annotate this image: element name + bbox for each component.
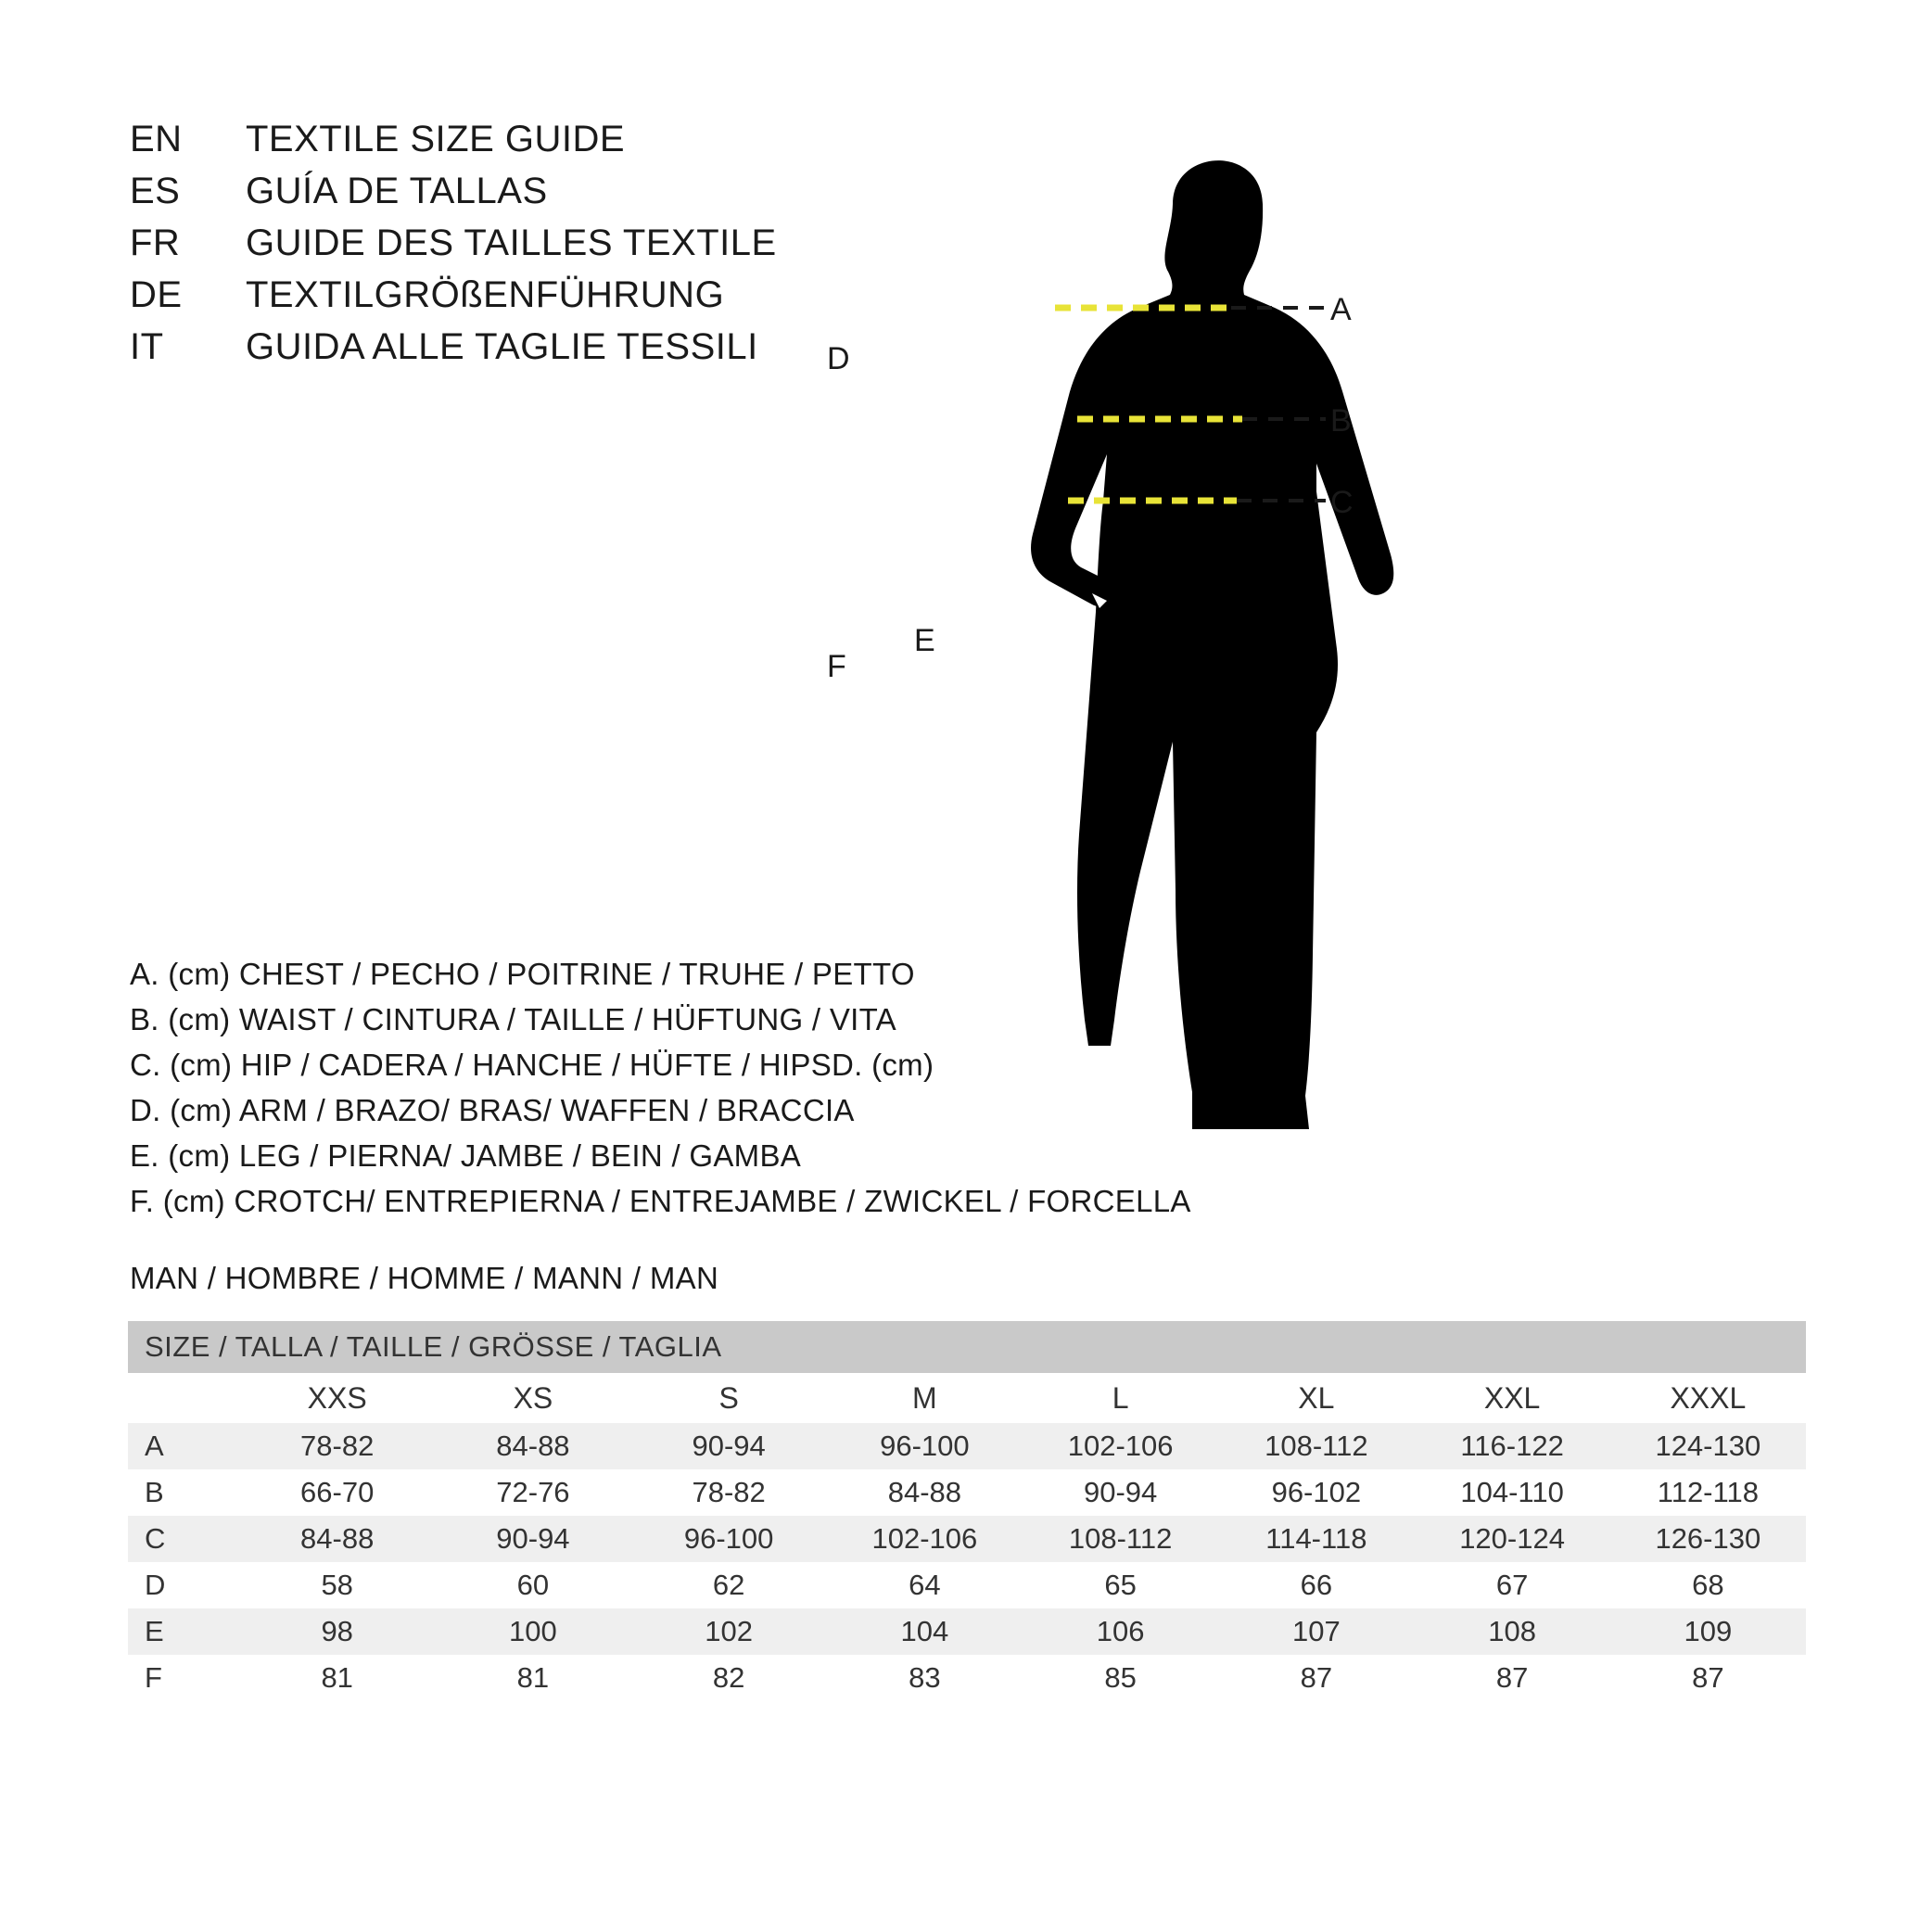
label-f: F [827,649,846,684]
column-header-xs: XS [435,1373,630,1423]
cell-e-xl: 107 [1218,1608,1414,1655]
cell-b-xl: 96-102 [1218,1469,1414,1516]
figure-diagram [827,93,1826,1205]
cell-d-l: 65 [1023,1562,1218,1608]
cell-b-s: 78-82 [631,1469,827,1516]
title-row [130,326,777,378]
cell-d-xxxl: 68 [1610,1562,1806,1608]
cell-a-xs: 84-88 [435,1423,630,1469]
title-lang-en: EN [130,119,183,159]
label-a: A [1330,292,1352,327]
title-text-de: TEXTILGRÖßENFÜHRUNG [246,274,725,315]
title-lang-de: DE [130,274,183,315]
cell-c-xl: 114-118 [1218,1516,1414,1562]
table-row [128,1655,1806,1701]
cell-f-xxl: 87 [1414,1655,1609,1701]
table-row [128,1469,1806,1516]
cell-a-xxxl: 124-130 [1610,1423,1806,1469]
table-header-label: SIZE / TALLA / TAILLE / GRÖSSE / TAGLIA [128,1321,1806,1373]
cell-d-xxl: 67 [1414,1562,1609,1608]
row-key-a: A [128,1423,239,1469]
cell-f-xxs: 81 [239,1655,435,1701]
column-header-xxs: XXS [239,1373,435,1423]
title-block [130,119,777,378]
table-sizes-row [128,1373,1806,1423]
row-key-e: E [128,1608,239,1655]
legend-item-f: F. (cm) CROTCH/ ENTREPIERNA / ENTREJAMBE / ZWICKEL / FORCELLA [130,1184,1191,1218]
legend-item-e: E. (cm) LEG / PIERNA/ JAMBE / BEIN / GAMBA [130,1138,802,1173]
cell-c-xxxl: 126-130 [1610,1516,1806,1562]
cell-f-l: 85 [1023,1655,1218,1701]
cell-e-xxs: 98 [239,1608,435,1655]
row-key-f: F [128,1655,239,1701]
legend-item-a: A. (cm) CHEST / PECHO / POITRINE / TRUHE / PETTO [130,957,915,991]
cell-a-xl: 108-112 [1218,1423,1414,1469]
cell-b-m: 84-88 [827,1469,1023,1516]
title-text-fr: GUIDE DES TAILLES TEXTILE [246,222,777,263]
column-header-s: S [631,1373,827,1423]
cell-d-xxs: 58 [239,1562,435,1608]
title-text-en: TEXTILE SIZE GUIDE [246,119,626,159]
cell-d-xl: 66 [1218,1562,1414,1608]
legend-item-d: D. (cm) ARM / BRAZO/ BRAS/ WAFFEN / BRACCIA [130,1093,855,1127]
cell-a-l: 102-106 [1023,1423,1218,1469]
table-header-row [128,1321,1806,1373]
cell-f-m: 83 [827,1655,1023,1701]
legend-item-b: B. (cm) WAIST / CINTURA / TAILLE / HÜFTUNG / VITA [130,1002,896,1036]
man-silhouette-icon [1010,93,1826,1205]
legend-item-c: C. (cm) HIP / CADERA / HANCHE / HÜFTE / HIPSD. (cm) [130,1048,934,1082]
title-row [130,119,777,171]
cell-b-l: 90-94 [1023,1469,1218,1516]
column-header-xl: XL [1218,1373,1414,1423]
column-header-xxl: XXL [1414,1373,1609,1423]
cell-b-xxl: 104-110 [1414,1469,1609,1516]
row-key-d: D [128,1562,239,1608]
cell-c-l: 108-112 [1023,1516,1218,1562]
cell-d-m: 64 [827,1562,1023,1608]
label-c: C [1330,485,1354,520]
title-row [130,274,777,326]
title-lang-es: ES [130,171,181,211]
title-text-es: GUÍA DE TALLAS [246,171,548,211]
title-row [130,171,777,222]
column-header-xxxl: XXXL [1610,1373,1806,1423]
cell-c-s: 96-100 [631,1516,827,1562]
column-header-l: L [1023,1373,1218,1423]
table-corner-cell [128,1373,239,1423]
table-row [128,1608,1806,1655]
label-d: D [827,341,850,376]
cell-f-s: 82 [631,1655,827,1701]
cell-c-xxl: 120-124 [1414,1516,1609,1562]
label-e: E [914,623,935,658]
cell-a-s: 90-94 [631,1423,827,1469]
column-header-m: M [827,1373,1023,1423]
size-table [128,1321,1806,1701]
cell-f-xs: 81 [435,1655,630,1701]
cell-b-xxxl: 112-118 [1610,1469,1806,1516]
title-lang-it: IT [130,326,164,367]
cell-c-xs: 90-94 [435,1516,630,1562]
cell-f-xxxl: 87 [1610,1655,1806,1701]
cell-e-m: 104 [827,1608,1023,1655]
title-row [130,222,777,274]
cell-a-xxs: 78-82 [239,1423,435,1469]
table-row [128,1423,1806,1469]
cell-e-l: 106 [1023,1608,1218,1655]
row-key-b: B [128,1469,239,1516]
cell-c-m: 102-106 [827,1516,1023,1562]
title-lang-fr: FR [130,222,181,263]
title-text-it: GUIDA ALLE TAGLIE TESSILI [246,326,758,367]
cell-e-xxl: 108 [1414,1608,1609,1655]
cell-b-xs: 72-76 [435,1469,630,1516]
cell-d-s: 62 [631,1562,827,1608]
cell-e-xs: 100 [435,1608,630,1655]
cell-c-xxs: 84-88 [239,1516,435,1562]
row-key-c: C [128,1516,239,1562]
cell-a-m: 96-100 [827,1423,1023,1469]
cell-e-s: 102 [631,1608,827,1655]
cell-f-xl: 87 [1218,1655,1414,1701]
cell-e-xxxl: 109 [1610,1608,1806,1655]
table-row [128,1562,1806,1608]
cell-d-xs: 60 [435,1562,630,1608]
gender-label: MAN / HOMBRE / HOMME / MANN / MAN [130,1261,719,1295]
label-b: B [1330,403,1352,439]
table-row [128,1516,1806,1562]
cell-b-xxs: 66-70 [239,1469,435,1516]
cell-a-xxl: 116-122 [1414,1423,1609,1469]
